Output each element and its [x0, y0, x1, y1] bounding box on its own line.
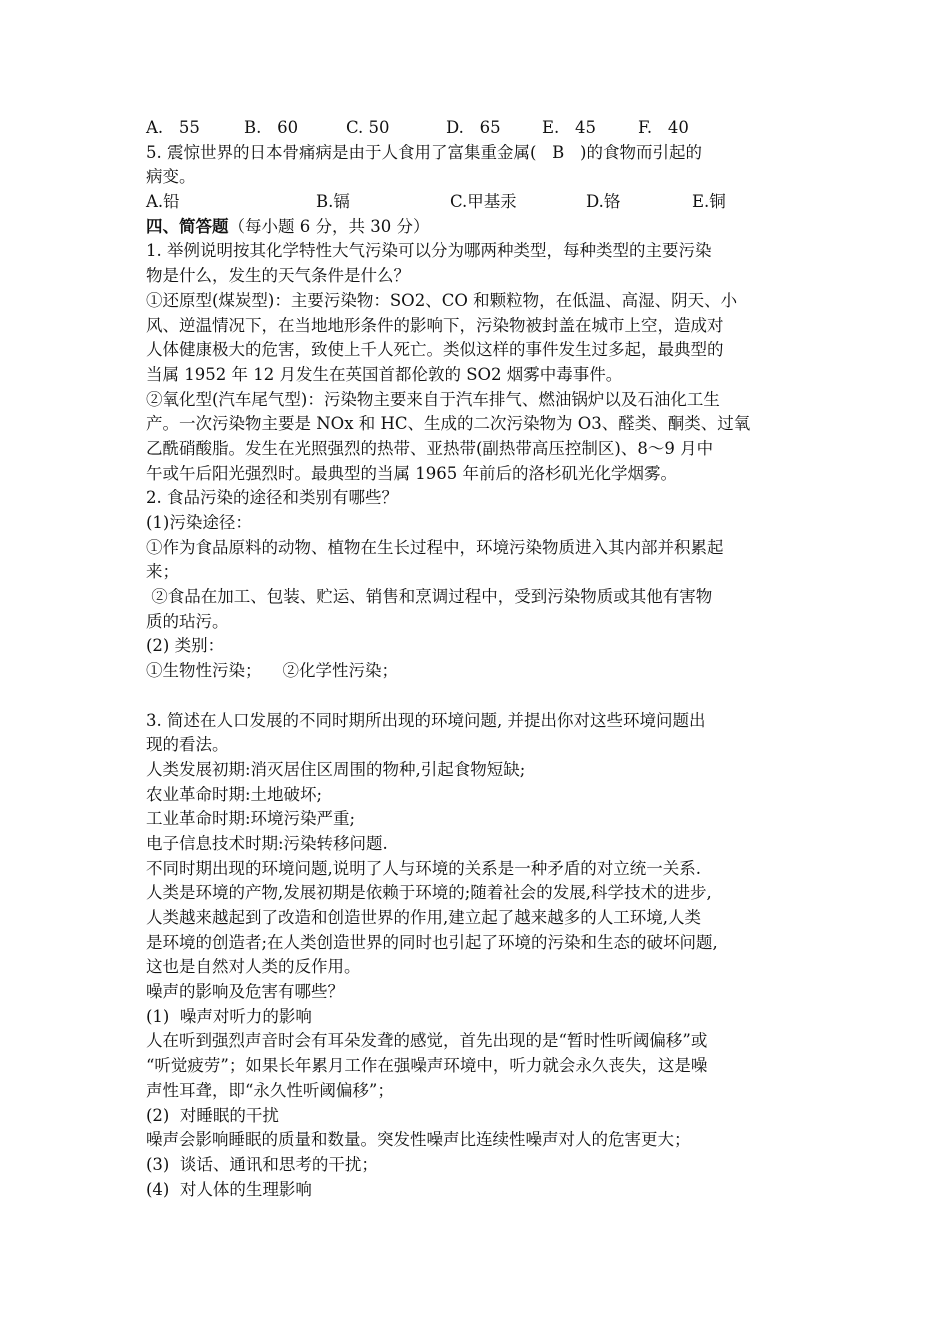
text-line: ②食品在加工、包装、贮运、销售和烹调过程中，受到污染物质或其他有害物 [146, 587, 713, 607]
text-line: 人类发展初期:消灭居住区周围的物种,引起食物短缺; [146, 759, 526, 779]
text-line: “听觉疲劳”；如果长年累月工作在强噪声环境中，听力就会永久丧失，这是噪 [146, 1056, 708, 1076]
text-line: 风、逆温情况下，在当地地形条件的影响下，污染物被封盖在城市上空，造成对 [146, 315, 724, 335]
section-note: （每小题 6 分，共 30 分） [228, 216, 430, 236]
text-line: 工业革命时期:环境污染严重; [146, 809, 356, 829]
option-a: A.铅 [146, 192, 180, 212]
text-line: 农业革命时期:土地破坏; [146, 784, 323, 804]
text-line: 人体健康极大的危害，致使上千人死亡。类似这样的事件发生过多起，最典型的 [146, 340, 724, 360]
text-line: 声性耳聋，即“永久性听阈偏移”； [146, 1080, 394, 1100]
text-line: 午或午后阳光强烈时。最典型的当属 1965 年前后的洛杉矶光化学烟雾。 [146, 463, 677, 483]
q4-options [146, 116, 816, 141]
text-line: (4) 对人体的生理影响 [146, 1179, 312, 1199]
text-line: (1) 噪声对听力的影响 [146, 1006, 312, 1026]
text-line: 当属 1952 年 12 月发生在英国首都伦敦的 SO2 烟雾中毒事件。 [146, 364, 623, 384]
text-line: 产。一次污染物主要是 NOx 和 HC、生成的二次污染物为 O3、醛类、酮类、过氧 [146, 414, 751, 434]
text-line: 噪声的影响及危害有哪些？ [146, 982, 344, 1002]
text-line: (3) 谈话、通讯和思考的干扰； [146, 1154, 378, 1174]
text-line: ②氧化型(汽车尾气型)：污染物主要来自于汽车排气、燃油锅炉以及石油化工生 [146, 389, 720, 409]
text-line: 人类越来越起到了改造和创造世界的作用,建立起了越来越多的人工环境,人类 [146, 908, 701, 927]
option-f: F. 40 [638, 118, 689, 137]
option-c: C. 50 [346, 118, 390, 137]
text-line: 乙酰硝酸脂。发生在光照强烈的热带、亚热带(副热带高压控制区)、8～9 月中 [146, 438, 714, 458]
document-page [146, 116, 816, 1202]
text-line: ①还原型(煤炭型)：主要污染物：SO2、CO 和颗粒物，在低温、高湿、阴天、小 [146, 290, 738, 310]
option-e: E. 45 [542, 118, 597, 137]
text-line: 来； [146, 562, 179, 582]
text-line: 这也是自然对人类的反作用。 [146, 957, 361, 977]
text-line: 噪声会影响睡眠的质量和数量。突发性噪声比连续性噪声对人的危害更大； [146, 1130, 691, 1150]
text-line: ①作为食品原料的动物、植物在生长过程中，环境污染物质进入其内部并积累起 [146, 537, 724, 557]
text-line: 电子信息技术时期:污染转移问题. [146, 833, 388, 853]
text-line [146, 684, 816, 709]
option-c: C.甲基汞 [450, 192, 517, 212]
text-line: 质的玷污。 [146, 611, 229, 631]
q5-question-line1: 5. 震惊世界的日本骨痛病是由于人食用了富集重金属( B )的食物而引起的 [146, 142, 702, 162]
text-line: 人在听到强烈声音时会有耳朵发聋的感觉，首先出现的是“暂时性听阈偏移”或 [146, 1031, 708, 1051]
option-a: A. 55 [146, 118, 200, 137]
text-line: 3. 简述在人口发展的不同时期所出现的环境问题, 并提出你对这些环境问题出 [146, 710, 706, 730]
text-line: 人类是环境的产物,发展初期是依赖于环境的;随着社会的发展,科学技术的进步, [146, 883, 712, 903]
text-line: (2) 类别： [146, 636, 225, 656]
text-line: (1)污染途径： [146, 513, 252, 532]
answer-body [146, 239, 816, 1202]
q5-options [146, 190, 816, 215]
section-title: 四、简答题 [146, 216, 229, 236]
text-line: 不同时期出现的环境问题,说明了人与环境的关系是一种矛盾的对立统一关系. [146, 858, 701, 878]
text-line: 1. 举例说明按其化学特性大气污染可以分为哪两种类型，每种类型的主要污染 [146, 241, 712, 261]
option-d: D.铬 [586, 192, 621, 212]
option-e: E.铜 [692, 192, 726, 212]
q5-question-line2: 病变。 [146, 167, 196, 187]
option-b: B.镉 [316, 192, 350, 212]
text-line: 2. 食品污染的途径和类别有哪些？ [146, 488, 398, 508]
text-line: 物是什么，发生的天气条件是什么？ [146, 266, 410, 286]
option-b: B. 60 [244, 118, 299, 137]
section-heading [146, 215, 816, 240]
text-line: (2) 对睡眠的干扰 [146, 1105, 279, 1125]
text-line: ①生物性污染； ②化学性污染； [146, 661, 398, 681]
option-d: D. 65 [446, 118, 501, 137]
text-line: 是环境的创造者;在人类创造世界的同时也引起了环境的污染和生态的破坏问题, [146, 932, 718, 952]
text-line: 现的看法。 [146, 735, 229, 755]
